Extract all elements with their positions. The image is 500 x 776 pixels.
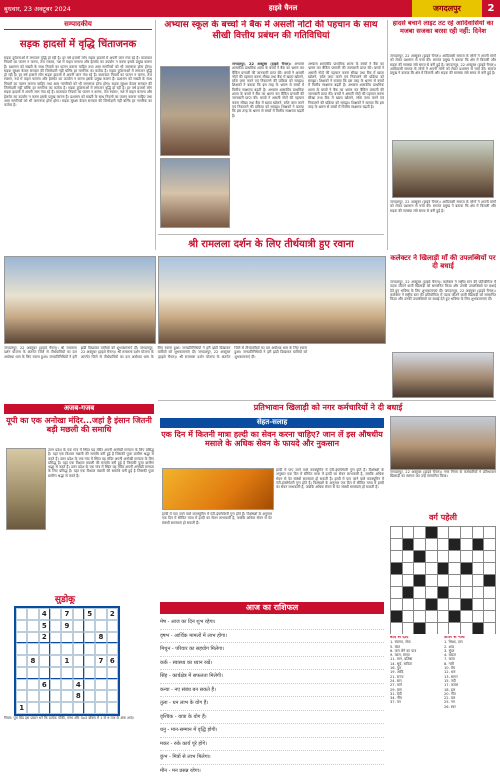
crossword-clue: 7. कला	[444, 657, 455, 662]
sudoku-cell	[16, 690, 27, 702]
down-label: ऊपर से नीचे	[444, 636, 465, 640]
crossword-table	[390, 526, 496, 634]
sudoku-cell	[95, 679, 106, 691]
sudoku-cell	[50, 655, 61, 667]
sudoku-cell	[39, 667, 50, 679]
ajab-text-cont: उत्तर प्रदेश के एक गांव में स्थित यह मंदिर अपनी अनोखी मान्यता के लिए प्रसिद्ध है। यहां एक विशाल मछली की समाधि बनी हुई है जिसकी पूजा ग्रामीण श्रद्धा से करते हैं।	[48, 456, 154, 470]
sudoku-cell	[27, 690, 38, 702]
sudoku-cell: 1	[61, 655, 72, 667]
lead-headline: अभ्यास स्कूल के बच्चों ने बैंक में असली नोटों की पहचान के साथ सीखी वित्तीय प्रबंधन की गतिविधियां	[164, 20, 378, 41]
right-top-text: जगदलपुर, 22 अक्टूबर (हाइवे चैनल)। आदिवासी समाज के लोगों ने अपनी मांगों को लेकर प्रशासन से चर्चा की। समाज प्रमुख ने बताया कि क्षेत्र में बिजली और सड़क की समस्या लंबे समय से बनी हुई है।	[390, 54, 496, 67]
editorial-text-cont2: सड़क दुर्घटनाओं में लगातार वृद्धि हो रही है। हर वर्ष हजारों लोग सड़क हादसों में अपनी जान गंवा रहे हैं। यातायात नियमों का पालन न करना, तेज रफ्तार, नशे में वाहन चलाना और हेलमेट का उपयोग न करना इसके प्रमुख कारण हैं। प्रशासन को सख्ती के साथ नियमों का पालन कराना चाहिए तथा आम नागरिकों को भी जागरूक होना होगा। सड़क सुरक्षा केवल सरकार की जिम्मेदारी नहीं बल्कि हर नागरिक का कर्तव्य है।	[4, 86, 152, 108]
crossword-clue: 8. नारी	[444, 661, 454, 666]
sudoku-cell	[107, 679, 118, 691]
sudoku-cell	[61, 690, 72, 702]
lead-text-col2: अभ्यास शासकीय प्राथमिक शाला के बच्चों ने बैंक का भ्रमण कर बैंकिंग प्रणाली की जानकारी प्राप्त की। बच्चों ने असली नोटों की पहचान करना सीखा तथा बैंक में खाता खोलने, राशि जमा करने एवं निकालने की प्रक्रिया को समझा। शिक्षकों ने बताया कि इस तरह के भ्रमण से बच्चों में वित्तीय साक्षरता बढ़ती है।	[308, 62, 384, 88]
sudoku-cell	[95, 702, 106, 714]
sudoku-cell	[95, 690, 106, 702]
sudoku-cell	[84, 690, 95, 702]
ramlala-body	[4, 346, 384, 396]
crossword-clue: 25. नग	[444, 700, 455, 705]
award-headline-box	[160, 402, 496, 414]
sudoku-cell	[16, 679, 27, 691]
sudoku-cell: 4	[73, 679, 84, 691]
lead-body-col1	[232, 62, 304, 232]
sudoku-cell	[95, 667, 106, 679]
sudoku-label-box	[14, 592, 116, 604]
sudoku-cell	[16, 632, 27, 644]
editorial-body	[4, 56, 152, 250]
sudoku-cell	[73, 655, 84, 667]
crossword-clue: 34. नीम	[390, 696, 402, 701]
sudoku-cell	[27, 620, 38, 632]
ajab-label: अजब-गजब	[4, 404, 154, 414]
crossword-clue: 27. मार्ग	[390, 683, 402, 688]
sudoku-cell: 8	[73, 690, 84, 702]
crossword-clue: 2. शब्द	[444, 644, 455, 649]
sudoku-cell	[73, 608, 84, 620]
sudoku-cell	[50, 679, 61, 691]
rashifal-item: कर्क - स्वास्थ्य का ध्यान रखें।	[160, 657, 384, 671]
lead-text-col2b: अभ्यास शासकीय प्राथमिक शाला के बच्चों ने बैंक का भ्रमण कर बैंकिंग प्रणाली की जानकारी प्राप्त की। बच्चों ने असली नोटों की पहचान करना सीखा तथा बैंक में खाता खोलने, राशि जमा करने एवं निकालने की प्रक्रिया को समझा। शिक्षकों ने बताया कि इस तरह के भ्रमण से बच्चों में वित्तीय साक्षरता बढ़ती है।	[308, 83, 384, 109]
sudoku-grid	[14, 606, 120, 716]
sudoku-cell	[61, 643, 72, 655]
crossword-clue: 22. बल	[444, 696, 456, 701]
sudoku-cell	[27, 643, 38, 655]
sudoku-cell: 8	[27, 655, 38, 667]
award-text: जगदलपुर, 22 अक्टूबर (हाइवे चैनल)। नगर निगम के कर्मचारियों ने प्रतिभावान खिलाड़ी का स्वागत कर उन्हें सम्मानित किया।	[390, 470, 496, 479]
sudoku-cell	[27, 632, 38, 644]
sudoku-cell: 1	[16, 702, 27, 714]
sudoku-cell	[50, 643, 61, 655]
sudoku-cell: 4	[39, 608, 50, 620]
sudoku-cell: 7	[61, 608, 72, 620]
rashifal-item: मेष - आज का दिन शुभ रहेगा।	[160, 616, 384, 630]
right-top-text-cont: जगदलपुर, 22 अक्टूबर (हाइवे चैनल)। आदिवासी समाज के लोगों ने अपनी मांगों को लेकर प्रशासन से चर्चा की। समाज प्रमुख ने बताया कि क्षेत्र में बिजली और सड़क की समस्या लंबे समय से बनी हुई है।	[390, 62, 496, 76]
pilgrims-photo-1	[4, 256, 156, 344]
crossword-clue: 29. बाग	[390, 687, 402, 692]
sudoku-cell	[27, 667, 38, 679]
section-divider	[158, 234, 384, 235]
sudoku-cell	[73, 702, 84, 714]
rashifal-item: मीन - मन प्रसन्न रहेगा।	[160, 765, 384, 773]
crossword-down	[444, 636, 496, 772]
sudoku-cell	[95, 643, 106, 655]
crossword-clue: 19. आदि	[390, 670, 404, 675]
crossword-clue: 9. काल, समय	[390, 653, 410, 658]
health-body-2	[162, 512, 272, 598]
sudoku-cell	[27, 679, 38, 691]
ramlala-text: जगदलपुर, 22 अक्टूबर (हाइवे चैनल)। श्री रामलला दर्शन योजना के अंतर्गत जिले से तीर्थयात्रियों का दल अयोध्या धाम के लिए रवाना हुआ। जनप्रतिनिधियों ने हरी झंडी दिखाकर यात्रियों को शुभकामनाएं दीं।	[4, 346, 139, 359]
health-headline: एक दिन में कितनी मात्रा हल्दी का सेवन करना चाहिए? जान लें इस औषधीय मसाले के अधिक सेवन के फायदे और नुकसान	[161, 430, 383, 448]
crossword-clue: 14. सूर्य, सविता	[390, 661, 412, 666]
sudoku-cell	[107, 632, 118, 644]
crossword-clue: 3. सुंदर	[444, 648, 455, 653]
health-headline-box	[160, 430, 384, 464]
rashifal-list	[160, 616, 384, 772]
rashifal-item: सिंह - कार्यक्षेत्र में सफलता मिलेगी।	[160, 670, 384, 684]
column-divider	[387, 20, 388, 250]
health-text-cont: हल्दी में पाए जाने वाले करक्यूमिन में एंटी-इंफ्लेमेटरी गुण होते हैं। विशेषज्ञों के अनुसार एक दिन में सीमित मात्रा में हल्दी का सेवन लाभकारी है, जबकि अधिक सेवन से पेट संबंधी समस्याएं हो सकती हैं।	[276, 476, 384, 490]
collector-headline: कलेक्टर ने खिलाड़ी माँ की उपलब्धियों पर दी बधाई	[390, 254, 496, 270]
crossword-clue: 1. स्वागत, सेवा	[390, 640, 411, 645]
sudoku-label: सुडोकू	[54, 595, 76, 604]
crossword-clue: 12. धरा	[444, 670, 456, 675]
sudoku-cell	[84, 620, 95, 632]
crossword-clue: 6. जल लेने का पात्र	[390, 648, 417, 653]
bank-visit-photo-1	[160, 66, 230, 156]
ajab-headline-box	[4, 416, 154, 446]
crossword-label-box	[390, 512, 496, 524]
right-top-body-2	[390, 200, 496, 250]
sudoku-cell	[16, 667, 27, 679]
ajab-headline: यूपी का एक अनोखा मंदिर...जहां है इंसान जितनी बड़ी मछली की समाधि	[6, 416, 152, 434]
sudoku-cell	[16, 655, 27, 667]
award-body	[390, 470, 496, 510]
collector-text: जगदलपुर, 22 अक्टूबर (हाइवे चैनल)। कलेक्टर ने राष्ट्रीय स्तर की प्रतियोगिता में पदक जीतने वाली खिलाड़ी को सम्मानित किया और उनकी उपलब्धियों पर बधाई देते हुए भविष्य के लिए शुभकामनाएं दीं।	[390, 280, 496, 293]
crossword-clue: 16. पुत्र	[390, 666, 401, 671]
sudoku-cell	[61, 679, 72, 691]
crossword-clue: 11. मान, प्रतिष्ठा	[390, 657, 413, 662]
sudoku-cell	[16, 643, 27, 655]
collector-photo	[392, 352, 494, 398]
sudoku-cell	[50, 690, 61, 702]
ajab-text: उत्तर प्रदेश के एक गांव में स्थित यह मंदिर अपनी अनोखी मान्यता के लिए प्रसिद्ध है। यहां एक विशाल मछली की समाधि बनी हुई है जिसकी पूजा ग्रामीण श्रद्धा से करते हैं।	[48, 448, 154, 461]
column-divider	[155, 20, 156, 250]
crossword-clue: 31. देवी	[390, 691, 402, 696]
collector-body	[390, 280, 496, 350]
temple-photo	[6, 448, 46, 530]
crossword-clue: 18. हार	[444, 687, 456, 692]
editorial-label-box	[4, 20, 152, 32]
sudoku-cell: 5	[39, 620, 50, 632]
crossword-grid	[390, 526, 496, 634]
ajab-text-cont2: उत्तर प्रदेश के एक गांव में स्थित यह मंदिर अपनी अनोखी मान्यता के लिए प्रसिद्ध है। यहां एक विशाल मछली की समाधि बनी हुई है जिसकी पूजा ग्रामीण श्रद्धा से करते हैं।	[48, 465, 154, 478]
collector-text-cont: जगदलपुर, 22 अक्टूबर (हाइवे चैनल)। कलेक्टर ने राष्ट्रीय स्तर की प्रतियोगिता में पदक जीतने वाली खिलाड़ी को सम्मानित किया और उनकी उपलब्धियों पर बधाई देते हुए भविष्य के लिए शुभकामनाएं दीं।	[390, 288, 496, 302]
ramlala-headline-box	[158, 236, 384, 250]
sudoku-cell	[107, 643, 118, 655]
sudoku-cell: 9	[61, 620, 72, 632]
crossword-clue: 37. वन	[390, 700, 401, 705]
sudoku-cell	[16, 608, 27, 620]
lead-text-cont: अभ्यास शासकीय प्राथमिक शाला के बच्चों ने बैंक का भ्रमण कर बैंकिंग प्रणाली की जानकारी प्राप्त की। बच्चों ने असली नोटों की पहचान करना सीखा तथा बैंक में खाता खोलने, राशि जमा करने एवं निकालने की प्रक्रिया को समझा। शिक्षकों ने बताया कि इस तरह के भ्रमण से बच्चों में वित्तीय साक्षरता बढ़ती है।	[232, 87, 304, 118]
crossword-clue: 15. नदी	[444, 678, 456, 683]
ramlala-headline: श्री रामलला दर्शन के लिए तीर्थयात्री हुए रवाना	[188, 239, 354, 250]
rashifal-item: तुला - धन लाभ के योग हैं।	[160, 697, 384, 711]
sudoku-cell: 2	[39, 632, 50, 644]
sudoku-cell	[61, 667, 72, 679]
sudoku-cell	[39, 643, 50, 655]
right-top-text-2: जगदलपुर, 22 अक्टूबर (हाइवे चैनल)। आदिवासी समाज के लोगों ने अपनी मांगों को लेकर प्रशासन से चर्चा की। समाज प्रमुख ने बताया कि क्षेत्र में बिजली और सड़क की समस्या लंबे समय से बनी हुई है।	[390, 200, 496, 213]
sudoku-cell	[84, 643, 95, 655]
crossword-clue: 17. कमल	[444, 683, 459, 688]
editorial-text-cont: सड़क दुर्घटनाओं में लगातार वृद्धि हो रही है। हर वर्ष हजारों लोग सड़क हादसों में अपनी जान गंवा रहे हैं। यातायात नियमों का पालन न करना, तेज रफ्तार, नशे में वाहन चलाना और हेलमेट का उपयोग न करना इसके प्रमुख कारण हैं। प्रशासन को सख्ती के साथ नियमों का पालन कराना चाहिए तथा आम नागरिकों को भी जागरूक होना होगा। सड़क सुरक्षा केवल सरकार की जिम्मेदारी नहीं बल्कि हर नागरिक का कर्तव्य है।	[4, 68, 152, 91]
sudoku-cell	[95, 608, 106, 620]
across-label: बाएं से दाएं	[390, 636, 409, 640]
sudoku-cell	[50, 702, 61, 714]
sudoku-cell	[107, 690, 118, 702]
sudoku-cell: 2	[107, 608, 118, 620]
pilgrims-photo-2	[158, 256, 386, 344]
sudoku-rule-text: नियम: पूरा ग्रिड इस प्रकार भरें कि प्रत्येक पंक्ति, स्तंभ और 3x3 बॉक्स में 1 से 9 तक के अंक आएं।	[4, 716, 135, 720]
sudoku-cell	[61, 702, 72, 714]
sudoku-rule	[4, 716, 154, 772]
bank-visit-photo-2	[160, 158, 230, 228]
sudoku-cell: 7	[95, 655, 106, 667]
sudoku-cell: 6	[107, 655, 118, 667]
section-divider	[158, 400, 496, 401]
editorial-text: सड़क दुर्घटनाओं में लगातार वृद्धि हो रही है। हर वर्ष हजारों लोग सड़क हादसों में अपनी जान गंवा रहे हैं। यातायात नियमों का पालन न करना, तेज रफ्तार, नशे में वाहन चलाना और हेलमेट का उपयोग न करना इसके प्रमुख कारण हैं। प्रशासन को सख्ती के साथ नियमों का पालन कराना चाहिए तथा आम नागरिकों को भी जागरूक होना होगा। सड़क सुरक्षा केवल सरकार की जिम्मेदारी नहीं बल्कि हर नागरिक का कर्तव्य है।	[4, 56, 152, 73]
crossword-clue: 24. सार	[390, 678, 402, 683]
health-body	[276, 468, 384, 598]
sudoku-cell	[84, 632, 95, 644]
sudoku-cell	[107, 667, 118, 679]
crossword-clue: 1. भिक्षा, दान	[444, 640, 463, 645]
collector-headline-box	[390, 254, 496, 278]
sudoku-cell	[95, 620, 106, 632]
rashifal-item: मिथुन - परिवार का सहयोग मिलेगा।	[160, 643, 384, 657]
sudoku-cell	[50, 667, 61, 679]
meeting-photo	[392, 140, 494, 198]
lead-body-col2	[308, 62, 384, 232]
award-photo	[390, 416, 496, 470]
sudoku-cell	[73, 632, 84, 644]
ramlala-text-cont: जगदलपुर, 22 अक्टूबर (हाइवे चैनल)। श्री रामलला दर्शन योजना के अंतर्गत जिले से तीर्थयात्रियों का दल अयोध्या धाम के लिए रवाना हुआ। जनप्रतिनिधियों ने हरी झंडी दिखाकर यात्रियों को शुभकामनाएं दीं।	[80, 346, 231, 359]
rashifal-item: वृषभ - आर्थिक मामलों में लाभ होगा।	[160, 630, 384, 644]
lead-text: अभ्यास शासकीय प्राथमिक शाला के बच्चों ने बैंक का भ्रमण कर बैंकिंग प्रणाली की जानकारी प्राप्त की। बच्चों ने असली नोटों की पहचान करना सीखा तथा बैंक में खाता खोलने, राशि जमा करने एवं निकालने की प्रक्रिया को समझा। शिक्षकों ने बताया कि इस तरह के भ्रमण से बच्चों में वित्तीय साक्षरता बढ़ती है।	[232, 62, 304, 92]
crossword-clue: 20. गीत	[444, 691, 456, 696]
down-list	[444, 640, 496, 709]
sudoku-cell	[84, 679, 95, 691]
issue-date: बुधवार, 23 अक्टूबर 2024	[4, 5, 71, 13]
sudoku-cell: 6	[39, 679, 50, 691]
editorial-label: सम्पादकीय	[4, 20, 152, 30]
health-label: सेहत-सलाह	[160, 418, 384, 428]
health-text: हल्दी में पाए जाने वाले करक्यूमिन में एंटी-इंफ्लेमेटरी गुण होते हैं। विशेषज्ञों के अनुसार एक दिन में सीमित मात्रा में हल्दी का सेवन लाभकारी है, जबकि अधिक सेवन से पेट संबंधी समस्याएं हो सकती हैं।	[276, 468, 384, 481]
sudoku-cell	[61, 632, 72, 644]
crossword-clue: 13. सागर	[444, 674, 458, 679]
editorial-headline: सड़क हादसों में वृद्धि चिंताजनक	[19, 39, 137, 50]
rashifal-item: कन्या - नए संबंध बन सकते हैं।	[160, 684, 384, 698]
crossword-clue: 26. स्वर	[444, 704, 456, 709]
rashifal-item: धनु - मान-सम्मान में वृद्धि होगी।	[160, 724, 384, 738]
lead-headline-box	[158, 20, 384, 60]
sudoku-cell	[50, 608, 61, 620]
crossword-clue: 4. बादल	[444, 653, 456, 658]
right-top-body	[390, 54, 496, 136]
turmeric-photo	[162, 468, 274, 510]
page-number: 2	[487, 3, 495, 14]
sudoku-cell	[39, 702, 50, 714]
sudoku-cell	[39, 690, 50, 702]
sudoku-cell	[84, 667, 95, 679]
sudoku-cell	[50, 620, 61, 632]
rashifal-label: आज का राशिफल	[160, 602, 384, 614]
rashifal-item: वृश्चिक - यात्रा के योग हैं।	[160, 711, 384, 725]
sudoku-cell	[50, 632, 61, 644]
sudoku-cell: 8	[95, 632, 106, 644]
editorial-headline-box	[4, 36, 152, 52]
sudoku-cell	[73, 620, 84, 632]
crossword-label: वर्ग पहेली	[428, 513, 458, 522]
rashifal-item: मकर - रुके कार्य पूरे होंगे।	[160, 738, 384, 752]
right-top-headline: हादसे बचाने लाइट तट रहे आदिवासियों का मजबा सजका बरसा रही नहीं: दिनेश	[392, 20, 494, 35]
sudoku-cell	[107, 702, 118, 714]
sudoku-cell	[16, 620, 27, 632]
health-text-2: हल्दी में पाए जाने वाले करक्यूमिन में एंटी-इंफ्लेमेटरी गुण होते हैं। विशेषज्ञों के अनुसार एक दिन में सीमित मात्रा में हल्दी का सेवन लाभकारी है, जबकि अधिक सेवन से पेट संबंधी समस्याएं हो सकती हैं।	[162, 512, 272, 525]
crossword-across	[390, 636, 442, 772]
ramlala-text-cont2: जगदलपुर, 22 अक्टूबर (हाइवे चैनल)। श्री रामलला दर्शन योजना के अंतर्गत जिले से तीर्थयात्रियों का दल अयोध्या धाम के लिए रवाना हुआ। जनप्रतिनिधियों ने हरी झंडी दिखाकर यात्रियों को शुभकामनाएं दीं।	[157, 346, 308, 359]
crossword-clue: 21. राज्य	[390, 674, 404, 679]
sudoku-cell	[39, 655, 50, 667]
sudoku-cell	[73, 667, 84, 679]
sudoku-cell	[27, 608, 38, 620]
paper-title: हाइवे चैनल	[268, 4, 298, 12]
lead-dateline: जगदलपुर, 22 अक्टूबर (हाइवे चैनल)।	[232, 62, 292, 66]
sudoku-cell	[27, 702, 38, 714]
masthead	[0, 0, 500, 17]
crossword-clue: 10. मेघ	[444, 666, 456, 671]
across-list	[390, 640, 442, 704]
crossword-clue: 5. बंदर	[390, 644, 401, 649]
sudoku-cell	[73, 643, 84, 655]
award-headline: प्रतिभावान खिलाड़ी को नगर कर्मचारियों ने दी बधाई	[253, 403, 403, 412]
ajab-body	[48, 448, 154, 598]
rashifal-item: कुंभ - मित्रों से लाभ मिलेगा।	[160, 751, 384, 765]
right-top-headline-box	[390, 20, 496, 50]
sudoku-cell	[107, 620, 118, 632]
sudoku-cell	[84, 655, 95, 667]
city-label: जगदलपुर	[412, 0, 482, 17]
sudoku-cell	[84, 702, 95, 714]
sudoku-cell: 5	[84, 608, 95, 620]
